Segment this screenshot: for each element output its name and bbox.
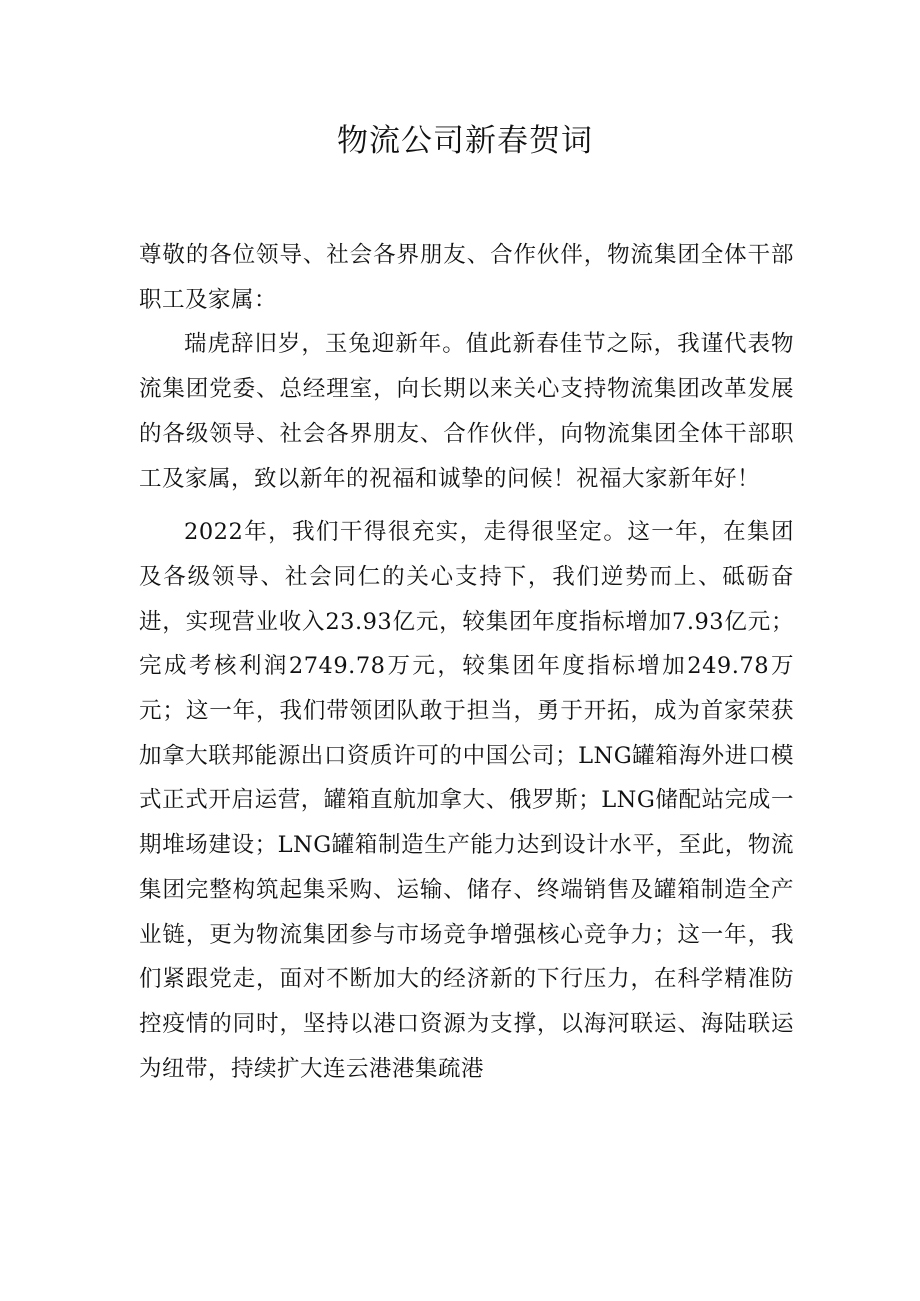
paragraph-2022-review: 2022年，我们干得很充实，走得很坚定。这一年，在集团及各级领导、社会同仁的关心支持下，我们逆势而上、砥砺奋进，实现营业收入23.93亿元，较集团年度指标增加7.93亿元；完成考核利润2749.78万元，较集团年度指标增加249.78万元；这一年，我们带领团队敢于担当，勇于开拓，成为首家荣获加拿大联邦能源出口资质许可的中国公司；LNG罐箱海外进口模式正式开启运营，罐箱直航加拿大、俄罗斯；LNG储配站完成一期堆场建设；LNG罐箱制造生产能力达到设计水平，至此，物流集团完整构筑起集采购、运输、储存、终端销售及罐箱制造全产业链，更为物流集团参与市场竞争增强核心竞争力；这一年，我们紧跟党走，面对不断加大的经济新的下行压力，在科学精准防控疫情的同时，坚持以港口资源为支撑，以海河联运、海陆联运为纽带，持续扩大连云港港集疏港	[139, 519, 794, 1082]
document-body	[139, 233, 794, 1091]
salutation: 尊敬的各位领导、社会各界朋友、合作伙伴，物流集团全体干部职工及家属：	[139, 242, 794, 313]
document-title: 物流公司新春贺词	[337, 123, 593, 159]
paragraph-greeting: 瑞虎辞旧岁，玉兔迎新年。值此新春佳节之际，我谨代表物流集团党委、总经理室，向长期以来关心支持物流集团改革发展的各级领导、社会各界朋友、合作伙伴，向物流集团全体干部职工及家属，致以新年的祝福和诚挚的问候！祝福大家新年好！	[139, 331, 794, 492]
